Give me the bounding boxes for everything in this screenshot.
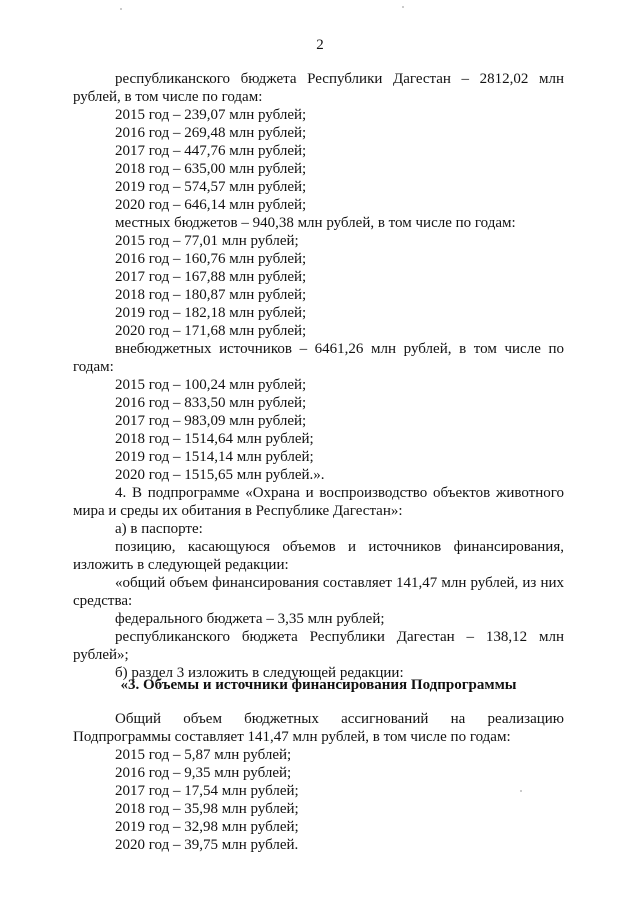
- line-republic-2015: 2015 год – 239,07 млн рублей;: [115, 107, 307, 123]
- line-republic-2017: 2017 год – 447,76 млн рублей;: [115, 143, 307, 159]
- line-republic-2016: 2016 год – 269,48 млн рублей;: [115, 125, 307, 141]
- line-local-2018: 2018 год – 180,87 млн рублей;: [115, 287, 307, 303]
- line-alloc-2018: 2018 год – 35,98 млн рублей;: [115, 801, 299, 817]
- paragraph-section-3: б) раздел 3 изложить в следующей редакции:: [115, 665, 404, 681]
- page-number: 2: [316, 37, 324, 53]
- line-local-2017: 2017 год – 167,88 млн рублей;: [115, 269, 307, 285]
- paragraph-total-financing: «общий объем финансирования составляет 141,47 млн рублей, из них средства:: [73, 575, 564, 609]
- scan-artifact: [520, 790, 522, 792]
- section-heading: «3. Объемы и источники финансирования Подпрограммы: [120, 677, 517, 693]
- paragraph-in-passport: а) в паспорте:: [115, 521, 203, 537]
- line-local-2019: 2019 год – 182,18 млн рублей;: [115, 305, 307, 321]
- paragraph-total-allocations: Общий объем бюджетных ассигнований на реализацию Подпрограммы составляет 141,47 млн рублей, в том числе по годам:: [73, 711, 564, 745]
- scan-artifact: [120, 8, 122, 10]
- line-extra-2018: 2018 год – 1514,64 млн рублей;: [115, 431, 314, 447]
- line-alloc-2019: 2019 год – 32,98 млн рублей;: [115, 819, 299, 835]
- line-republic-2020: 2020 год – 646,14 млн рублей;: [115, 197, 307, 213]
- line-extra-2016: 2016 год – 833,50 млн рублей;: [115, 395, 307, 411]
- line-alloc-2020: 2020 год – 39,75 млн рублей.: [115, 837, 299, 853]
- line-alloc-2015: 2015 год – 5,87 млн рублей;: [115, 747, 292, 763]
- paragraph-subprogram-4: 4. В подпрограмме «Охрана и воспроизводство объектов животного мира и среды их обитания в Республике Дагестан»:: [73, 485, 564, 519]
- body-text-section-2: [73, 710, 564, 854]
- paragraph-local-budgets: местных бюджетов – 940,38 млн рублей, в том числе по годам:: [115, 215, 516, 231]
- line-local-2020: 2020 год – 171,68 млн рублей;: [115, 323, 307, 339]
- paragraph-extrabudgetary: внебюджетных источников – 6461,26 млн рублей, в том числе по годам:: [73, 341, 564, 375]
- line-alloc-2016: 2016 год – 9,35 млн рублей;: [115, 765, 292, 781]
- line-extra-2015: 2015 год – 100,24 млн рублей;: [115, 377, 307, 393]
- scan-artifact: [402, 6, 404, 8]
- line-extra-2020: 2020 год – 1515,65 млн рублей.».: [115, 467, 325, 483]
- paragraph-republic-budget-2: республиканского бюджета Республики Дагестан – 138,12 млн рублей»;: [73, 629, 564, 663]
- line-local-2016: 2016 год – 160,76 млн рублей;: [115, 251, 307, 267]
- body-text-section-1: [73, 70, 564, 682]
- line-extra-2019: 2019 год – 1514,14 млн рублей;: [115, 449, 314, 465]
- paragraph-position: позицию, касающуюся объемов и источников финансирования, изложить в следующей редакции:: [73, 539, 564, 573]
- line-republic-2018: 2018 год – 635,00 млн рублей;: [115, 161, 307, 177]
- line-alloc-2017: 2017 год – 17,54 млн рублей;: [115, 783, 299, 799]
- paragraph-federal-budget: федерального бюджета – 3,35 млн рублей;: [115, 611, 385, 627]
- paragraph-republic-budget: республиканского бюджета Республики Дагестан – 2812,02 млн рублей, в том числе по годам:: [73, 71, 564, 105]
- line-local-2015: 2015 год – 77,01 млн рублей;: [115, 233, 299, 249]
- line-republic-2019: 2019 год – 574,57 млн рублей;: [115, 179, 307, 195]
- line-extra-2017: 2017 год – 983,09 млн рублей;: [115, 413, 307, 429]
